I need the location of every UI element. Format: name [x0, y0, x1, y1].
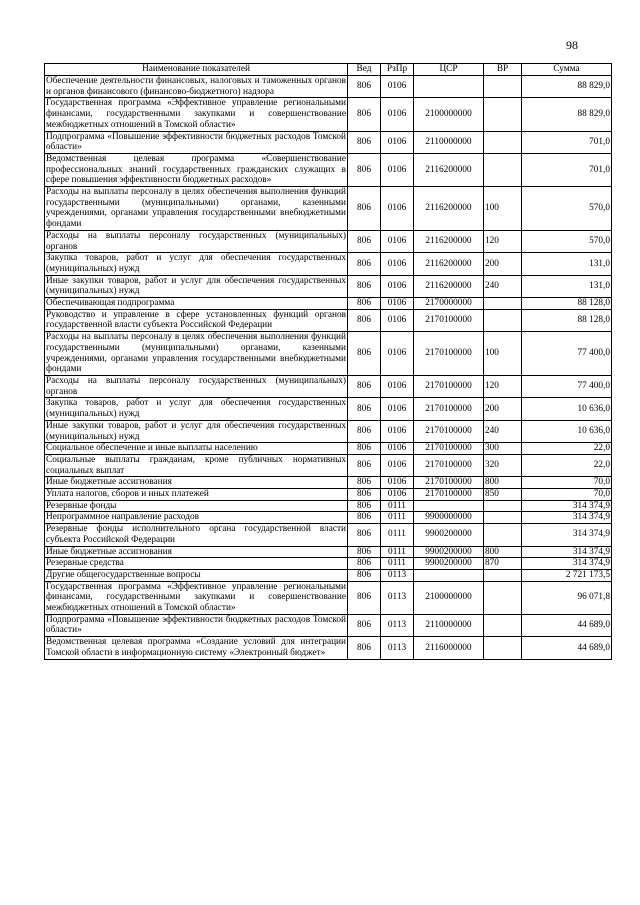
row-sum: 131,0	[522, 275, 612, 297]
row-sum: 77 400,0	[522, 332, 612, 376]
row-rzpr: 0111	[381, 512, 414, 524]
row-sum: 22,0	[522, 443, 612, 455]
row-rzpr: 0106	[381, 153, 414, 186]
row-name: Закупка товаров, работ и услуг для обеспечения государственных (муниципальных) нужд	[46, 253, 346, 274]
row-ved: 806	[348, 477, 381, 489]
header-vr: ВР	[484, 64, 522, 76]
row-csr: 2116200000	[414, 275, 484, 297]
row-vr: 870	[484, 558, 522, 570]
row-vr: 800	[484, 477, 522, 489]
table-row	[45, 375, 612, 397]
row-rzpr: 0106	[381, 332, 414, 376]
row-rzpr: 0106	[381, 131, 414, 153]
row-sum: 10 636,0	[522, 420, 612, 442]
row-csr: 2116200000	[414, 153, 484, 186]
row-rzpr: 0106	[381, 477, 414, 489]
row-ved: 806	[348, 558, 381, 570]
row-rzpr: 0113	[381, 569, 414, 581]
row-vr	[484, 614, 522, 636]
row-ved: 806	[348, 398, 381, 420]
row-name: Расходы на выплаты персоналу в целях обеспечения выполнения функций государственными (муниципальными) органами, казенными учреждениями, органами управления государственными внебюджетными фондами	[46, 187, 346, 230]
row-vr: 120	[484, 230, 522, 252]
row-name: Государственная программа «Эффективное управление региональными финансами, государственными закупками и совершенствование межбюджетных отношений в Томской области»	[46, 581, 346, 614]
header-csr: ЦСР	[414, 64, 484, 76]
row-ved: 806	[348, 98, 381, 131]
table-row	[45, 569, 612, 581]
budget-table	[44, 63, 612, 660]
row-name: Социальное обеспечение и иные выплаты населению	[45, 443, 348, 455]
header-name: Наименование показателей	[45, 64, 348, 76]
table-row	[45, 420, 612, 442]
row-sum: 314 374,9	[522, 500, 612, 512]
row-ved: 806	[348, 489, 381, 501]
row-ved: 806	[348, 253, 381, 275]
header-sum: Сумма	[522, 64, 612, 76]
table-row	[45, 524, 612, 546]
row-sum: 10 636,0	[522, 398, 612, 420]
row-csr	[414, 500, 484, 512]
row-csr: 9900200000	[414, 524, 484, 546]
row-csr: 2170100000	[414, 477, 484, 489]
row-sum: 88 128,0	[522, 298, 612, 310]
row-sum: 131,0	[522, 253, 612, 275]
row-csr: 2170100000	[414, 443, 484, 455]
row-ved: 806	[348, 569, 381, 581]
table-row	[45, 153, 612, 186]
row-name: Государственная программа «Эффективное управление региональными финансами, государственными закупками и совершенствование межбюджетных отношений в Томской области»	[46, 98, 346, 130]
row-name: Ведомственная целевая программа «Совершенствование профессиональных знаний государственных гражданских служащих в сфере повышения эффективности бюджетных расходов»	[46, 153, 346, 186]
row-vr: 120	[484, 375, 522, 397]
row-vr	[484, 298, 522, 310]
row-csr: 2170100000	[414, 309, 484, 331]
row-sum: 314 374,9	[522, 524, 612, 546]
row-vr: 100	[484, 187, 522, 231]
table-row	[45, 443, 612, 455]
row-sum: 96 071,8	[522, 581, 612, 614]
row-rzpr: 0106	[381, 454, 414, 476]
row-ved: 806	[348, 153, 381, 186]
row-ved: 806	[348, 546, 381, 558]
row-sum: 70,0	[522, 489, 612, 501]
row-name: Расходы на выплаты персоналу государственных (муниципальных) органов	[46, 230, 346, 252]
page-number: 98	[566, 38, 578, 52]
row-sum: 314 374,9	[522, 512, 612, 524]
row-name: Другие общегосударственные вопросы	[45, 569, 348, 581]
row-rzpr: 0111	[381, 546, 414, 558]
row-ved: 806	[348, 581, 381, 614]
row-sum: 77 400,0	[522, 375, 612, 397]
row-ved: 806	[348, 454, 381, 476]
row-csr: 2100000000	[414, 581, 484, 614]
row-ved: 806	[348, 275, 381, 297]
row-ved: 806	[348, 187, 381, 231]
row-csr: 2116000000	[414, 637, 484, 659]
row-name: Непрограммное направление расходов	[45, 512, 348, 524]
row-ved: 806	[348, 76, 381, 98]
row-csr: 2170100000	[414, 332, 484, 376]
table-row	[45, 454, 612, 476]
row-name: Иные закупки товаров, работ и услуг для обеспечения государственных (муниципальных) нужд	[46, 275, 346, 297]
table-row	[45, 275, 612, 297]
table-row	[45, 489, 612, 501]
row-name: Руководство и управление в сфере установленных функций органов государственной власти субъекта Российской Федерации	[46, 309, 346, 331]
row-csr: 2170100000	[414, 420, 484, 442]
row-name: Иные бюджетные ассигнования	[45, 546, 348, 558]
table-body	[45, 76, 612, 660]
row-ved: 806	[348, 230, 381, 252]
row-name: Обеспечение деятельности финансовых, налоговых и таможенных органов и органов финансового (финансово-бюджетного) надзора	[46, 76, 346, 97]
row-sum: 570,0	[522, 230, 612, 252]
row-sum: 88 829,0	[522, 76, 612, 98]
row-csr: 2170100000	[414, 454, 484, 476]
row-vr: 320	[484, 454, 522, 476]
row-name: Резервные фонды	[45, 500, 348, 512]
row-rzpr: 0111	[381, 558, 414, 570]
row-csr: 9900200000	[414, 558, 484, 570]
table-row	[45, 500, 612, 512]
table-row	[45, 558, 612, 570]
row-rzpr: 0113	[381, 581, 414, 614]
row-csr: 2170100000	[414, 398, 484, 420]
row-name: Подпрограмма «Повышение эффективности бюджетных расходов Томской области»	[46, 614, 346, 636]
row-ved: 806	[348, 420, 381, 442]
row-rzpr: 0106	[381, 275, 414, 297]
table-row	[45, 546, 612, 558]
row-vr: 240	[484, 275, 522, 297]
row-name: Иные бюджетные ассигнования	[45, 477, 348, 489]
row-vr: 100	[484, 332, 522, 376]
row-vr	[484, 98, 522, 131]
row-vr	[484, 569, 522, 581]
row-name: Уплата налогов, сборов и иных платежей	[45, 489, 348, 501]
row-rzpr: 0113	[381, 614, 414, 636]
row-ved: 806	[348, 375, 381, 397]
row-rzpr: 0106	[381, 98, 414, 131]
row-sum: 2 721 173,5	[522, 569, 612, 581]
row-rzpr: 0111	[381, 500, 414, 512]
row-ved: 806	[348, 332, 381, 376]
table-row	[45, 309, 612, 331]
row-name: Подпрограмма «Повышение эффективности бюджетных расходов Томской области»	[46, 131, 346, 153]
row-csr: 2170100000	[414, 489, 484, 501]
row-csr: 2110000000	[414, 614, 484, 636]
row-name: Закупка товаров, работ и услуг для обеспечения государственных (муниципальных) нужд	[46, 398, 346, 420]
row-sum: 44 689,0	[522, 637, 612, 659]
row-rzpr: 0113	[381, 637, 414, 659]
row-sum: 701,0	[522, 131, 612, 153]
table-row	[45, 581, 612, 614]
row-ved: 806	[348, 512, 381, 524]
row-csr: 9900000000	[414, 512, 484, 524]
row-ved: 806	[348, 500, 381, 512]
table-row	[45, 98, 612, 131]
row-sum: 88 829,0	[522, 98, 612, 131]
row-csr	[414, 76, 484, 98]
row-csr: 2116200000	[414, 253, 484, 275]
row-rzpr: 0106	[381, 298, 414, 310]
row-csr: 2110000000	[414, 131, 484, 153]
row-ved: 806	[348, 298, 381, 310]
row-csr: 2170100000	[414, 375, 484, 397]
row-vr: 240	[484, 420, 522, 442]
row-name: Резервные фонды исполнительного органа государственной власти субъекта Российской Федерации	[46, 524, 346, 545]
row-rzpr: 0106	[381, 443, 414, 455]
table-row	[45, 253, 612, 275]
table-row	[45, 512, 612, 524]
row-name: Расходы на выплаты персоналу государственных (муниципальных) органов	[46, 375, 346, 397]
row-ved: 806	[348, 443, 381, 455]
row-sum: 22,0	[522, 454, 612, 476]
row-rzpr: 0106	[381, 420, 414, 442]
row-rzpr: 0106	[381, 76, 414, 98]
row-rzpr: 0106	[381, 230, 414, 252]
row-csr: 2116200000	[414, 230, 484, 252]
row-vr	[484, 309, 522, 331]
row-sum: 701,0	[522, 153, 612, 186]
row-vr: 200	[484, 398, 522, 420]
row-vr	[484, 153, 522, 186]
row-vr: 300	[484, 443, 522, 455]
row-sum: 570,0	[522, 187, 612, 231]
row-rzpr: 0106	[381, 398, 414, 420]
row-ved: 806	[348, 131, 381, 153]
row-csr: 2170000000	[414, 298, 484, 310]
row-ved: 806	[348, 309, 381, 331]
row-vr	[484, 131, 522, 153]
table-row	[45, 332, 612, 376]
row-rzpr: 0106	[381, 253, 414, 275]
row-vr: 800	[484, 546, 522, 558]
row-csr	[414, 569, 484, 581]
row-ved: 806	[348, 524, 381, 546]
header-rzpr: РзПр	[381, 64, 414, 76]
row-name: Социальные выплаты гражданам, кроме публичных нормативных социальных выплат	[46, 454, 346, 476]
table-row	[45, 298, 612, 310]
table-row	[45, 614, 612, 636]
table-row	[45, 230, 612, 252]
row-rzpr: 0106	[381, 375, 414, 397]
row-sum: 314 374,9	[522, 558, 612, 570]
row-vr	[484, 500, 522, 512]
table-row	[45, 131, 612, 153]
row-csr: 2116200000	[414, 187, 484, 231]
row-ved: 806	[348, 614, 381, 636]
row-rzpr: 0106	[381, 489, 414, 501]
header-ved: Вед	[348, 64, 381, 76]
row-sum: 314 374,9	[522, 546, 612, 558]
row-sum: 88 128,0	[522, 309, 612, 331]
row-name: Иные закупки товаров, работ и услуг для обеспечения государственных (муниципальных) нужд	[46, 420, 346, 442]
table-row	[45, 76, 612, 98]
table-row	[45, 477, 612, 489]
row-vr: 850	[484, 489, 522, 501]
table-row	[45, 187, 612, 231]
row-vr	[484, 581, 522, 614]
row-vr	[484, 524, 522, 546]
row-name: Обеспечивающая подпрограмма	[45, 298, 348, 310]
row-sum: 44 689,0	[522, 614, 612, 636]
row-vr	[484, 637, 522, 659]
row-vr	[484, 512, 522, 524]
row-vr	[484, 76, 522, 98]
table-row	[45, 398, 612, 420]
row-vr: 200	[484, 253, 522, 275]
row-rzpr: 0106	[381, 309, 414, 331]
row-csr: 9900200000	[414, 546, 484, 558]
row-rzpr: 0106	[381, 187, 414, 231]
row-name: Ведомственная целевая программа «Создание условий для интеграции Томской области в информационную систему «Электронный бюджет»	[46, 637, 346, 658]
table-row	[45, 637, 612, 659]
row-name: Расходы на выплаты персоналу в целях обеспечения выполнения функций государственными (муниципальными) органами, казенными учреждениями, органами управления государственными внебюджетными фондами	[46, 332, 346, 375]
row-ved: 806	[348, 637, 381, 659]
table-header-row	[45, 64, 612, 76]
row-name: Резервные средства	[45, 558, 348, 570]
row-sum: 70,0	[522, 477, 612, 489]
row-rzpr: 0111	[381, 524, 414, 546]
row-csr: 2100000000	[414, 98, 484, 131]
